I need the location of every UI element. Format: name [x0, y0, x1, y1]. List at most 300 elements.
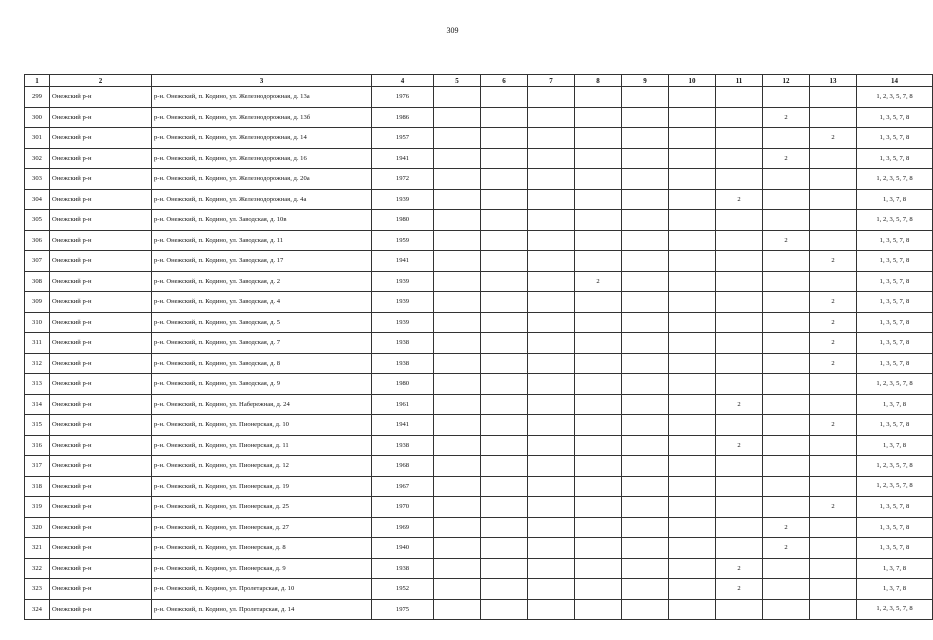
col12-cell — [763, 497, 810, 518]
col11-cell — [716, 169, 763, 190]
col6-cell — [481, 128, 528, 149]
col5-cell — [434, 579, 481, 600]
col12-cell — [763, 292, 810, 313]
address-cell: р-н. Онежский, п. Кодино, ул. Заводская, д. 8 — [152, 353, 372, 374]
col14-cell: 1, 3, 5, 7, 8 — [857, 497, 933, 518]
col7-cell — [528, 230, 575, 251]
col8-cell — [575, 312, 622, 333]
col7-cell — [528, 415, 575, 436]
table-row — [25, 251, 933, 272]
col12-cell — [763, 374, 810, 395]
col14-cell: 1, 3, 5, 7, 8 — [857, 230, 933, 251]
column-header: 8 — [575, 75, 622, 87]
year-cell: 1975 — [372, 599, 434, 620]
col7-cell — [528, 271, 575, 292]
col7-cell — [528, 497, 575, 518]
col6-cell — [481, 374, 528, 395]
col11-cell — [716, 271, 763, 292]
col7-cell — [528, 312, 575, 333]
col5-cell — [434, 292, 481, 313]
col5-cell — [434, 353, 481, 374]
col6-cell — [481, 538, 528, 559]
col13-cell: 2 — [810, 497, 857, 518]
col5-cell — [434, 476, 481, 497]
col5-cell — [434, 251, 481, 272]
col14-cell: 1, 3, 7, 8 — [857, 579, 933, 600]
district-cell: Онежский р-н — [50, 210, 152, 231]
table-row — [25, 148, 933, 169]
col5-cell — [434, 538, 481, 559]
col14-cell: 1, 3, 5, 7, 8 — [857, 353, 933, 374]
col5-cell — [434, 148, 481, 169]
col14-cell: 1, 3, 5, 7, 8 — [857, 517, 933, 538]
col11-cell: 2 — [716, 189, 763, 210]
col5-cell — [434, 107, 481, 128]
col8-cell — [575, 435, 622, 456]
year-cell: 1939 — [372, 189, 434, 210]
address-cell: р-н. Онежский, п. Кодино, ул. Пролетарская, д. 14 — [152, 599, 372, 620]
col9-cell — [622, 169, 669, 190]
col14-cell: 1, 2, 3, 5, 7, 8 — [857, 456, 933, 477]
col7-cell — [528, 435, 575, 456]
col7-cell — [528, 292, 575, 313]
col5-cell — [434, 456, 481, 477]
row-number: 299 — [25, 87, 50, 108]
col9-cell — [622, 210, 669, 231]
table-row — [25, 517, 933, 538]
district-cell: Онежский р-н — [50, 333, 152, 354]
col11-cell: 2 — [716, 579, 763, 600]
col6-cell — [481, 148, 528, 169]
table-row — [25, 189, 933, 210]
col13-cell — [810, 374, 857, 395]
col13-cell: 2 — [810, 333, 857, 354]
col11-cell — [716, 230, 763, 251]
table-row — [25, 353, 933, 374]
row-number: 312 — [25, 353, 50, 374]
district-cell: Онежский р-н — [50, 292, 152, 313]
col11-cell — [716, 107, 763, 128]
table-row — [25, 210, 933, 231]
address-cell: р-н. Онежский, п. Кодино, ул. Пионерская, д. 8 — [152, 538, 372, 559]
address-cell: р-н. Онежский, п. Кодино, ул. Пионерская, д. 27 — [152, 517, 372, 538]
year-cell: 1939 — [372, 271, 434, 292]
table-row — [25, 497, 933, 518]
year-cell: 1970 — [372, 497, 434, 518]
table-row — [25, 312, 933, 333]
address-cell: р-н. Онежский, п. Кодино, ул. Заводская, д. 7 — [152, 333, 372, 354]
col6-cell — [481, 497, 528, 518]
col6-cell — [481, 292, 528, 313]
col8-cell — [575, 558, 622, 579]
col7-cell — [528, 210, 575, 231]
row-number: 321 — [25, 538, 50, 559]
col12-cell — [763, 599, 810, 620]
col9-cell — [622, 87, 669, 108]
table-row — [25, 271, 933, 292]
col7-cell — [528, 517, 575, 538]
col12-cell — [763, 333, 810, 354]
col13-cell — [810, 169, 857, 190]
row-number: 317 — [25, 456, 50, 477]
col8-cell — [575, 292, 622, 313]
table-row — [25, 128, 933, 149]
col12-cell: 2 — [763, 230, 810, 251]
col10-cell — [669, 415, 716, 436]
col10-cell — [669, 107, 716, 128]
year-cell: 1976 — [372, 87, 434, 108]
col8-cell — [575, 230, 622, 251]
col5-cell — [434, 497, 481, 518]
col12-cell — [763, 312, 810, 333]
row-number: 319 — [25, 497, 50, 518]
col8-cell — [575, 169, 622, 190]
col13-cell: 2 — [810, 251, 857, 272]
address-cell: р-н. Онежский, п. Кодино, ул. Заводская, д. 4 — [152, 292, 372, 313]
col5-cell — [434, 87, 481, 108]
col6-cell — [481, 415, 528, 436]
row-number: 305 — [25, 210, 50, 231]
col6-cell — [481, 230, 528, 251]
address-cell: р-н. Онежский, п. Кодино, ул. Пионерская, д. 19 — [152, 476, 372, 497]
col9-cell — [622, 538, 669, 559]
year-cell: 1952 — [372, 579, 434, 600]
col7-cell — [528, 353, 575, 374]
col6-cell — [481, 599, 528, 620]
col9-cell — [622, 374, 669, 395]
col13-cell — [810, 87, 857, 108]
table-row — [25, 579, 933, 600]
year-cell: 1961 — [372, 394, 434, 415]
row-number: 300 — [25, 107, 50, 128]
col11-cell — [716, 497, 763, 518]
year-cell: 1986 — [372, 107, 434, 128]
col13-cell: 2 — [810, 292, 857, 313]
col6-cell — [481, 271, 528, 292]
col5-cell — [434, 312, 481, 333]
table-row — [25, 87, 933, 108]
address-cell: р-н. Онежский, п. Кодино, ул. Железнодорожная, д. 13б — [152, 107, 372, 128]
col10-cell — [669, 230, 716, 251]
column-header: 7 — [528, 75, 575, 87]
col13-cell — [810, 538, 857, 559]
col14-cell: 1, 3, 7, 8 — [857, 394, 933, 415]
col10-cell — [669, 87, 716, 108]
district-cell: Онежский р-н — [50, 456, 152, 477]
col10-cell — [669, 312, 716, 333]
row-number: 322 — [25, 558, 50, 579]
col10-cell — [669, 558, 716, 579]
col9-cell — [622, 251, 669, 272]
col10-cell — [669, 271, 716, 292]
col5-cell — [434, 128, 481, 149]
col13-cell — [810, 517, 857, 538]
table-row — [25, 558, 933, 579]
col9-cell — [622, 230, 669, 251]
column-header: 14 — [857, 75, 933, 87]
column-header: 9 — [622, 75, 669, 87]
table-row — [25, 456, 933, 477]
col11-cell — [716, 312, 763, 333]
district-cell: Онежский р-н — [50, 148, 152, 169]
year-cell: 1941 — [372, 251, 434, 272]
col9-cell — [622, 497, 669, 518]
col13-cell: 2 — [810, 312, 857, 333]
column-header: 11 — [716, 75, 763, 87]
table-row — [25, 476, 933, 497]
row-number: 323 — [25, 579, 50, 600]
col6-cell — [481, 558, 528, 579]
table-row — [25, 333, 933, 354]
address-cell: р-н. Онежский, п. Кодино, ул. Пионерская, д. 9 — [152, 558, 372, 579]
col5-cell — [434, 189, 481, 210]
col13-cell — [810, 107, 857, 128]
district-cell: Онежский р-н — [50, 538, 152, 559]
address-cell: р-н. Онежский, п. Кодино, ул. Заводская, д. 5 — [152, 312, 372, 333]
row-number: 314 — [25, 394, 50, 415]
row-number: 301 — [25, 128, 50, 149]
col14-cell: 1, 3, 5, 7, 8 — [857, 251, 933, 272]
district-cell: Онежский р-н — [50, 497, 152, 518]
district-cell: Онежский р-н — [50, 87, 152, 108]
col8-cell — [575, 497, 622, 518]
address-cell: р-н. Онежский, п. Кодино, ул. Пролетарская, д. 10 — [152, 579, 372, 600]
row-number: 303 — [25, 169, 50, 190]
col12-cell — [763, 169, 810, 190]
col11-cell — [716, 128, 763, 149]
col12-cell — [763, 87, 810, 108]
col10-cell — [669, 210, 716, 231]
col6-cell — [481, 169, 528, 190]
col14-cell: 1, 3, 5, 7, 8 — [857, 148, 933, 169]
col12-cell — [763, 271, 810, 292]
row-number: 318 — [25, 476, 50, 497]
col13-cell: 2 — [810, 128, 857, 149]
column-header: 13 — [810, 75, 857, 87]
col12-cell — [763, 456, 810, 477]
address-cell: р-н. Онежский, п. Кодино, ул. Пионерская, д. 25 — [152, 497, 372, 518]
col9-cell — [622, 415, 669, 436]
col7-cell — [528, 538, 575, 559]
col8-cell — [575, 476, 622, 497]
col11-cell — [716, 148, 763, 169]
col12-cell: 2 — [763, 148, 810, 169]
col7-cell — [528, 251, 575, 272]
col8-cell — [575, 374, 622, 395]
col7-cell — [528, 128, 575, 149]
col10-cell — [669, 374, 716, 395]
district-cell: Онежский р-н — [50, 558, 152, 579]
district-cell: Онежский р-н — [50, 251, 152, 272]
year-cell: 1941 — [372, 148, 434, 169]
column-header: 6 — [481, 75, 528, 87]
col9-cell — [622, 128, 669, 149]
col14-cell: 1, 3, 5, 7, 8 — [857, 107, 933, 128]
col7-cell — [528, 558, 575, 579]
address-cell: р-н. Онежский, п. Кодино, ул. Заводская, д. 11 — [152, 230, 372, 251]
row-number: 307 — [25, 251, 50, 272]
address-cell: р-н. Онежский, п. Кодино, ул. Железнодорожная, д. 4а — [152, 189, 372, 210]
table-row — [25, 292, 933, 313]
row-number: 306 — [25, 230, 50, 251]
col8-cell — [575, 251, 622, 272]
col11-cell — [716, 517, 763, 538]
row-number: 324 — [25, 599, 50, 620]
housing-registry-table — [24, 74, 933, 620]
year-cell: 1959 — [372, 230, 434, 251]
col13-cell: 2 — [810, 415, 857, 436]
col6-cell — [481, 333, 528, 354]
col8-cell — [575, 210, 622, 231]
district-cell: Онежский р-н — [50, 476, 152, 497]
address-cell: р-н. Онежский, п. Кодино, ул. Железнодорожная, д. 13а — [152, 87, 372, 108]
col8-cell — [575, 148, 622, 169]
col6-cell — [481, 579, 528, 600]
col13-cell — [810, 476, 857, 497]
column-header: 1 — [25, 75, 50, 87]
col8-cell — [575, 353, 622, 374]
col6-cell — [481, 107, 528, 128]
col12-cell: 2 — [763, 517, 810, 538]
col11-cell — [716, 333, 763, 354]
col14-cell: 1, 3, 7, 8 — [857, 435, 933, 456]
col6-cell — [481, 456, 528, 477]
row-number: 315 — [25, 415, 50, 436]
col14-cell: 1, 3, 5, 7, 8 — [857, 292, 933, 313]
col11-cell: 2 — [716, 558, 763, 579]
col10-cell — [669, 148, 716, 169]
col12-cell: 2 — [763, 107, 810, 128]
year-cell: 1938 — [372, 353, 434, 374]
col13-cell — [810, 189, 857, 210]
col7-cell — [528, 374, 575, 395]
col9-cell — [622, 517, 669, 538]
col11-cell — [716, 476, 763, 497]
col10-cell — [669, 292, 716, 313]
table-row — [25, 538, 933, 559]
district-cell: Онежский р-н — [50, 107, 152, 128]
col9-cell — [622, 394, 669, 415]
col14-cell: 1, 2, 3, 5, 7, 8 — [857, 599, 933, 620]
col6-cell — [481, 312, 528, 333]
col13-cell — [810, 435, 857, 456]
district-cell: Онежский р-н — [50, 599, 152, 620]
col5-cell — [434, 374, 481, 395]
col6-cell — [481, 189, 528, 210]
col12-cell — [763, 210, 810, 231]
col11-cell — [716, 374, 763, 395]
col14-cell: 1, 3, 5, 7, 8 — [857, 271, 933, 292]
col11-cell — [716, 415, 763, 436]
col6-cell — [481, 251, 528, 272]
col14-cell: 1, 2, 3, 5, 7, 8 — [857, 169, 933, 190]
district-cell: Онежский р-н — [50, 394, 152, 415]
col11-cell: 2 — [716, 435, 763, 456]
year-cell: 1941 — [372, 415, 434, 436]
column-header: 4 — [372, 75, 434, 87]
col12-cell — [763, 189, 810, 210]
col11-cell — [716, 353, 763, 374]
district-cell: Онежский р-н — [50, 415, 152, 436]
col12-cell — [763, 415, 810, 436]
col9-cell — [622, 107, 669, 128]
col5-cell — [434, 271, 481, 292]
district-cell: Онежский р-н — [50, 435, 152, 456]
col14-cell: 1, 3, 5, 7, 8 — [857, 333, 933, 354]
address-cell: р-н. Онежский, п. Кодино, ул. Железнодорожная, д. 16 — [152, 148, 372, 169]
col6-cell — [481, 435, 528, 456]
col12-cell — [763, 558, 810, 579]
col6-cell — [481, 210, 528, 231]
col5-cell — [434, 435, 481, 456]
col9-cell — [622, 435, 669, 456]
col5-cell — [434, 333, 481, 354]
table-row — [25, 230, 933, 251]
col9-cell — [622, 333, 669, 354]
col11-cell — [716, 251, 763, 272]
col9-cell — [622, 456, 669, 477]
col10-cell — [669, 251, 716, 272]
table-row — [25, 599, 933, 620]
year-cell: 1968 — [372, 456, 434, 477]
address-cell: р-н. Онежский, п. Кодино, ул. Заводская, д. 9 — [152, 374, 372, 395]
col8-cell — [575, 517, 622, 538]
address-cell: р-н. Онежский, п. Кодино, ул. Заводская, д. 17 — [152, 251, 372, 272]
address-cell: р-н. Онежский, п. Кодино, ул. Заводская, д. 2 — [152, 271, 372, 292]
col14-cell: 1, 2, 3, 5, 7, 8 — [857, 210, 933, 231]
district-cell: Онежский р-н — [50, 579, 152, 600]
col12-cell — [763, 476, 810, 497]
column-header: 5 — [434, 75, 481, 87]
col5-cell — [434, 558, 481, 579]
col8-cell — [575, 87, 622, 108]
col13-cell: 2 — [810, 353, 857, 374]
col7-cell — [528, 148, 575, 169]
column-header: 2 — [50, 75, 152, 87]
col7-cell — [528, 189, 575, 210]
year-cell: 1940 — [372, 538, 434, 559]
col10-cell — [669, 169, 716, 190]
row-number: 302 — [25, 148, 50, 169]
col5-cell — [434, 599, 481, 620]
column-header: 3 — [152, 75, 372, 87]
col10-cell — [669, 394, 716, 415]
col7-cell — [528, 87, 575, 108]
year-cell: 1972 — [372, 169, 434, 190]
col13-cell — [810, 210, 857, 231]
col5-cell — [434, 169, 481, 190]
year-cell: 1938 — [372, 435, 434, 456]
col13-cell — [810, 599, 857, 620]
table-row — [25, 374, 933, 395]
address-cell: р-н. Онежский, п. Кодино, ул. Железнодорожная, д. 20а — [152, 169, 372, 190]
col14-cell: 1, 2, 3, 5, 7, 8 — [857, 87, 933, 108]
col7-cell — [528, 579, 575, 600]
col7-cell — [528, 107, 575, 128]
col14-cell: 1, 2, 3, 5, 7, 8 — [857, 476, 933, 497]
row-number: 311 — [25, 333, 50, 354]
col14-cell: 1, 3, 7, 8 — [857, 189, 933, 210]
col13-cell — [810, 456, 857, 477]
col14-cell: 1, 3, 5, 7, 8 — [857, 128, 933, 149]
col14-cell: 1, 3, 5, 7, 8 — [857, 415, 933, 436]
table-body — [25, 87, 933, 620]
col10-cell — [669, 599, 716, 620]
page-number: 309 — [446, 26, 459, 35]
col12-cell — [763, 353, 810, 374]
col7-cell — [528, 599, 575, 620]
col8-cell — [575, 538, 622, 559]
